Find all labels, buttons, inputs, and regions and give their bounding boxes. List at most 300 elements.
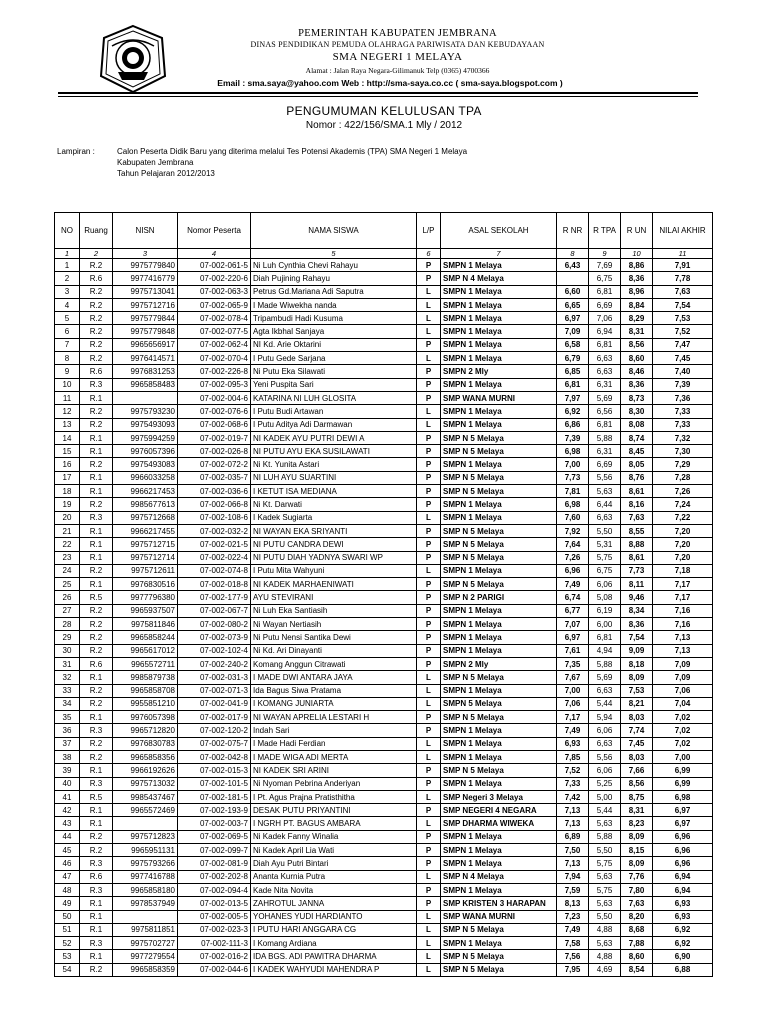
origin-school: SMPN 1 Melaya	[441, 498, 557, 511]
final-score: 6,97	[653, 804, 713, 817]
origin-school: SMP N 5 Melaya	[441, 485, 557, 498]
column-header: R UN	[621, 213, 653, 249]
student-name: Tripambudi Hadi Kusuma	[251, 312, 417, 325]
table-row	[55, 378, 713, 391]
score-un: 8,18	[621, 657, 653, 670]
score-tpa: 5,31	[589, 538, 621, 551]
table-row	[55, 524, 713, 537]
nisn: 9965858356	[113, 750, 178, 763]
origin-school: SMP N 4 Melaya	[441, 870, 557, 883]
score-nr: 7,95	[557, 963, 589, 976]
score-un: 8,29	[621, 312, 653, 325]
score-tpa: 5,63	[589, 817, 621, 830]
table-row	[55, 471, 713, 484]
column-header: NILAI AKHIR	[653, 213, 713, 249]
nisn: 9966217455	[113, 524, 178, 537]
table-row	[55, 897, 713, 910]
nisn: 9965858180	[113, 883, 178, 896]
score-tpa: 6,69	[589, 298, 621, 311]
nisn: 9965858483	[113, 378, 178, 391]
participant-number: 07-002-035-7	[178, 471, 251, 484]
student-name: AYU STEVIRANI	[251, 591, 417, 604]
participant-number: 07-002-120-2	[178, 724, 251, 737]
letterhead-text	[170, 27, 625, 76]
nisn: 9965572469	[113, 804, 178, 817]
row-number: 25	[55, 578, 80, 591]
participant-number: 07-002-004-6	[178, 391, 251, 404]
student-name: I Pt. Agus Prajna Pratisthitha	[251, 790, 417, 803]
letterhead-rule-thin	[58, 96, 698, 97]
room: R.1	[80, 671, 113, 684]
row-number: 46	[55, 857, 80, 870]
score-tpa: 5,88	[589, 431, 621, 444]
score-tpa: 6,06	[589, 578, 621, 591]
nisn: 9976831253	[113, 365, 178, 378]
score-nr: 7,49	[557, 578, 589, 591]
participant-number: 07-002-094-4	[178, 883, 251, 896]
table-row	[55, 485, 713, 498]
participant-number: 07-002-061-5	[178, 259, 251, 272]
score-nr: 7,33	[557, 777, 589, 790]
score-nr: 6,60	[557, 285, 589, 298]
room: R.2	[80, 259, 113, 272]
score-nr: 7,73	[557, 471, 589, 484]
participant-number: 07-002-044-6	[178, 963, 251, 976]
column-header: Ruang	[80, 213, 113, 249]
column-header: L/P	[417, 213, 441, 249]
student-name: I Kadek Sugiarta	[251, 511, 417, 524]
participant-number: 07-002-017-9	[178, 711, 251, 724]
room: R.2	[80, 498, 113, 511]
gender: L	[417, 790, 441, 803]
gender: L	[417, 937, 441, 950]
participant-number: 07-002-068-6	[178, 418, 251, 431]
score-un: 9,46	[621, 591, 653, 604]
origin-school: SMP N 5 Melaya	[441, 445, 557, 458]
row-number: 47	[55, 870, 80, 883]
score-tpa: 5,63	[589, 937, 621, 950]
student-name: Yeni Puspita Sari	[251, 378, 417, 391]
final-score: 6,93	[653, 897, 713, 910]
score-tpa: 6,63	[589, 737, 621, 750]
score-tpa: 5,25	[589, 777, 621, 790]
row-number: 45	[55, 844, 80, 857]
table-row	[55, 830, 713, 843]
gender: P	[417, 365, 441, 378]
row-number: 15	[55, 445, 80, 458]
room: R.1	[80, 950, 113, 963]
student-name: I Komang Ardiana	[251, 937, 417, 950]
participant-number: 07-002-177-9	[178, 591, 251, 604]
score-nr: 7,59	[557, 883, 589, 896]
score-un: 8,30	[621, 405, 653, 418]
gender: P	[417, 657, 441, 670]
score-nr: 7,81	[557, 485, 589, 498]
table-header-row	[55, 213, 713, 249]
room: R.1	[80, 485, 113, 498]
final-score: 6,96	[653, 830, 713, 843]
table-row	[55, 538, 713, 551]
row-number: 31	[55, 657, 80, 670]
score-nr: 6,85	[557, 365, 589, 378]
score-un: 7,74	[621, 724, 653, 737]
row-number: 1	[55, 259, 80, 272]
table-row	[55, 657, 713, 670]
final-score: 7,30	[653, 445, 713, 458]
final-score: 6,92	[653, 923, 713, 936]
student-name: NI LUH AYU SUARTINI	[251, 471, 417, 484]
score-tpa: 5,75	[589, 551, 621, 564]
score-un: 7,45	[621, 737, 653, 750]
gender: P	[417, 883, 441, 896]
score-un: 8,76	[621, 471, 653, 484]
gender: P	[417, 538, 441, 551]
letterhead-rule-thick	[58, 92, 698, 94]
final-score: 7,16	[653, 604, 713, 617]
document-number: Nomor : 422/156/SMA.1 Mly / 2012	[305, 120, 463, 131]
room: R.2	[80, 564, 113, 577]
student-name: Petrus Gd.Mariana Adi Saputra	[251, 285, 417, 298]
participant-number: 07-002-076-6	[178, 405, 251, 418]
score-un: 8,60	[621, 352, 653, 365]
score-tpa: 7,06	[589, 312, 621, 325]
gender: P	[417, 578, 441, 591]
row-number: 6	[55, 325, 80, 338]
score-nr: 7,56	[557, 950, 589, 963]
table-row	[55, 325, 713, 338]
score-tpa: 5,69	[589, 391, 621, 404]
row-number: 30	[55, 644, 80, 657]
final-score: 7,17	[653, 578, 713, 591]
score-tpa: 6,63	[589, 352, 621, 365]
score-tpa: 6,81	[589, 338, 621, 351]
column-header: R NR	[557, 213, 589, 249]
student-name: NI KADEK AYU PUTRI DEWI A	[251, 431, 417, 444]
nisn: 9975702727	[113, 937, 178, 950]
row-number: 41	[55, 790, 80, 803]
score-nr: 7,64	[557, 538, 589, 551]
row-number: 44	[55, 830, 80, 843]
score-un: 8,86	[621, 259, 653, 272]
score-un: 8,45	[621, 445, 653, 458]
table-row	[55, 405, 713, 418]
row-number: 10	[55, 378, 80, 391]
student-name: NI WAYAN APRELIA LESTARI H	[251, 711, 417, 724]
score-nr: 6,43	[557, 259, 589, 272]
final-score: 7,02	[653, 711, 713, 724]
participant-number: 07-002-240-2	[178, 657, 251, 670]
final-score: 7,24	[653, 498, 713, 511]
table-row	[55, 591, 713, 604]
final-score: 6,96	[653, 844, 713, 857]
table-row	[55, 870, 713, 883]
student-name: I Putu Gede Sarjana	[251, 352, 417, 365]
score-nr: 7,42	[557, 790, 589, 803]
final-score: 7,33	[653, 418, 713, 431]
student-name: Ni Kd. Ari Dinayanti	[251, 644, 417, 657]
table-row	[55, 910, 713, 923]
column-header: NISN	[113, 213, 178, 249]
gender: P	[417, 777, 441, 790]
score-un: 8,20	[621, 910, 653, 923]
nisn: 9975493083	[113, 458, 178, 471]
student-name: Indah Sari	[251, 724, 417, 737]
letterhead	[0, 0, 768, 100]
gender: P	[417, 804, 441, 817]
score-un: 8,09	[621, 671, 653, 684]
room: R.3	[80, 937, 113, 950]
nisn: 9975811851	[113, 923, 178, 936]
row-number: 33	[55, 684, 80, 697]
origin-school: SMPN 1 Melaya	[441, 857, 557, 870]
final-score: 7,16	[653, 618, 713, 631]
row-number: 53	[55, 950, 80, 963]
row-number: 34	[55, 697, 80, 710]
table-row	[55, 551, 713, 564]
score-tpa: 4,69	[589, 963, 621, 976]
nisn: 9975713032	[113, 777, 178, 790]
score-un: 8,36	[621, 272, 653, 285]
gender: L	[417, 870, 441, 883]
final-score: 6,96	[653, 857, 713, 870]
gender: P	[417, 259, 441, 272]
student-name: NI WAYAN EKA SRIYANTI	[251, 524, 417, 537]
participant-number: 07-002-041-9	[178, 697, 251, 710]
nisn: 9977796380	[113, 591, 178, 604]
score-un: 8,73	[621, 391, 653, 404]
gender: L	[417, 671, 441, 684]
room: R.3	[80, 777, 113, 790]
final-score: 7,09	[653, 657, 713, 670]
room: R.2	[80, 684, 113, 697]
room: R.2	[80, 963, 113, 976]
score-nr: 7,09	[557, 325, 589, 338]
gender: P	[417, 711, 441, 724]
score-tpa: 5,63	[589, 897, 621, 910]
score-tpa: 5,88	[589, 657, 621, 670]
column-header: ASAL SEKOLAH	[441, 213, 557, 249]
score-un: 8,31	[621, 325, 653, 338]
gender: P	[417, 524, 441, 537]
score-un: 7,76	[621, 870, 653, 883]
student-name: ZAHROTUL JANNA	[251, 897, 417, 910]
origin-school: SMP N 5 Melaya	[441, 963, 557, 976]
final-score: 7,28	[653, 471, 713, 484]
gender: P	[417, 897, 441, 910]
origin-school: SMPN 1 Melaya	[441, 418, 557, 431]
student-name: I NGRH PT. BAGUS AMBARA	[251, 817, 417, 830]
table-row	[55, 750, 713, 763]
room: R.2	[80, 352, 113, 365]
gender: L	[417, 325, 441, 338]
department-name: DINAS PENDIDIKAN PEMUDA OLAHRAGA PARIWISATA DAN KEBUDAYAAN	[250, 40, 545, 49]
final-score: 6,90	[653, 950, 713, 963]
origin-school: SMP N 2 PARIGI	[441, 591, 557, 604]
column-number: 11	[653, 249, 713, 259]
room: R.2	[80, 312, 113, 325]
student-name: KATARINA NI LUH GLOSITA	[251, 391, 417, 404]
participant-number: 07-002-220-6	[178, 272, 251, 285]
nisn: 9976414571	[113, 352, 178, 365]
origin-school: SMP N 5 Melaya	[441, 671, 557, 684]
gender: P	[417, 445, 441, 458]
nisn: 9975712668	[113, 511, 178, 524]
table-row	[55, 724, 713, 737]
score-tpa: 5,08	[589, 591, 621, 604]
nisn	[113, 910, 178, 923]
table-row	[55, 431, 713, 444]
student-name: I KOMANG JUNIARTA	[251, 697, 417, 710]
table-row	[55, 817, 713, 830]
government-name: PEMERINTAH KABUPATEN JEMBRANA	[298, 28, 497, 39]
score-un: 8,23	[621, 817, 653, 830]
score-tpa: 5,56	[589, 471, 621, 484]
score-tpa: 5,88	[589, 830, 621, 843]
origin-school: SMPN 1 Melaya	[441, 312, 557, 325]
row-number: 4	[55, 298, 80, 311]
origin-school: SMP N 5 Melaya	[441, 538, 557, 551]
origin-school: SMP WANA MURNI	[441, 910, 557, 923]
nisn: 9975713041	[113, 285, 178, 298]
gender: L	[417, 684, 441, 697]
final-score: 6,88	[653, 963, 713, 976]
student-name: Ni Kadek April Lia Wati	[251, 844, 417, 857]
score-un: 8,88	[621, 538, 653, 551]
nisn: 9965572711	[113, 657, 178, 670]
gender: P	[417, 764, 441, 777]
gender: P	[417, 485, 441, 498]
score-un: 8,46	[621, 365, 653, 378]
column-header: Nomor Peserta	[178, 213, 251, 249]
table-row	[55, 764, 713, 777]
participant-number: 07-002-062-4	[178, 338, 251, 351]
nisn: 9965656917	[113, 338, 178, 351]
participant-number: 07-002-073-9	[178, 631, 251, 644]
student-name: Agta Ikbhal Sanjaya	[251, 325, 417, 338]
score-un: 7,53	[621, 684, 653, 697]
origin-school: SMPN 1 Melaya	[441, 724, 557, 737]
table-row	[55, 804, 713, 817]
origin-school: SMPN 1 Melaya	[441, 604, 557, 617]
row-number: 27	[55, 604, 80, 617]
row-number: 16	[55, 458, 80, 471]
score-un: 8,61	[621, 551, 653, 564]
participant-number: 07-002-072-2	[178, 458, 251, 471]
nisn: 9975793230	[113, 405, 178, 418]
row-number: 19	[55, 498, 80, 511]
row-number: 35	[55, 711, 80, 724]
score-tpa: 5,50	[589, 844, 621, 857]
table-row	[55, 777, 713, 790]
score-un: 7,54	[621, 631, 653, 644]
room: R.2	[80, 750, 113, 763]
score-tpa: 4,88	[589, 950, 621, 963]
score-nr: 7,60	[557, 511, 589, 524]
student-name: I Putu Budi Artawan	[251, 405, 417, 418]
score-nr: 6,98	[557, 498, 589, 511]
nisn: 9966217453	[113, 485, 178, 498]
row-number: 13	[55, 418, 80, 431]
nisn: 9977416779	[113, 272, 178, 285]
final-score: 7,39	[653, 378, 713, 391]
final-score: 7,22	[653, 511, 713, 524]
final-score: 7,78	[653, 272, 713, 285]
score-nr: 7,49	[557, 923, 589, 936]
origin-school: SMPN 1 Melaya	[441, 631, 557, 644]
score-tpa: 5,69	[589, 671, 621, 684]
score-nr: 6,65	[557, 298, 589, 311]
room: R.6	[80, 365, 113, 378]
participant-number: 07-002-021-5	[178, 538, 251, 551]
attachment-line: Tahun Pelajaran 2012/2013	[117, 169, 215, 178]
room: R.1	[80, 524, 113, 537]
origin-school: SMP N 5 Melaya	[441, 524, 557, 537]
gender: P	[417, 631, 441, 644]
origin-school: SMPN 1 Melaya	[441, 777, 557, 790]
school-name: SMA NEGERI 1 MELAYA	[332, 51, 463, 63]
nisn: 9976830516	[113, 578, 178, 591]
origin-school: SMPN 1 Melaya	[441, 883, 557, 896]
score-tpa: 6,63	[589, 684, 621, 697]
row-number: 3	[55, 285, 80, 298]
room: R.1	[80, 471, 113, 484]
final-score: 7,26	[653, 485, 713, 498]
table-row	[55, 418, 713, 431]
participant-number: 07-002-080-2	[178, 618, 251, 631]
room: R.2	[80, 298, 113, 311]
gender: P	[417, 471, 441, 484]
row-number: 32	[55, 671, 80, 684]
table-row	[55, 312, 713, 325]
origin-school: SMPN 1 Melaya	[441, 844, 557, 857]
participant-number: 07-002-070-4	[178, 352, 251, 365]
score-nr: 6,97	[557, 631, 589, 644]
gender: L	[417, 418, 441, 431]
table-row	[55, 498, 713, 511]
score-tpa: 4,88	[589, 923, 621, 936]
row-number: 29	[55, 631, 80, 644]
origin-school: SMPN 5 Melaya	[441, 697, 557, 710]
student-name: I Made Hadi Ferdian	[251, 737, 417, 750]
row-number: 5	[55, 312, 80, 325]
nisn	[113, 391, 178, 404]
results-table	[54, 212, 713, 977]
table-row	[55, 298, 713, 311]
origin-school: SMPN 1 Melaya	[441, 684, 557, 697]
score-un: 8,55	[621, 524, 653, 537]
nisn: 9985437467	[113, 790, 178, 803]
score-nr: 6,81	[557, 378, 589, 391]
participant-number: 07-002-026-8	[178, 445, 251, 458]
participant-number: 07-002-075-7	[178, 737, 251, 750]
origin-school: SMPN 1 Melaya	[441, 618, 557, 631]
participant-number: 07-002-015-3	[178, 764, 251, 777]
nisn: 9975712823	[113, 830, 178, 843]
score-un: 8,36	[621, 618, 653, 631]
table-row	[55, 883, 713, 896]
nisn: 9965951131	[113, 844, 178, 857]
origin-school: SMPN 1 Melaya	[441, 338, 557, 351]
score-tpa: 5,50	[589, 910, 621, 923]
participant-number: 07-002-181-5	[178, 790, 251, 803]
nisn: 9975712611	[113, 564, 178, 577]
score-un: 8,96	[621, 285, 653, 298]
origin-school: SMP N 5 Melaya	[441, 923, 557, 936]
column-number: 5	[251, 249, 417, 259]
row-number: 51	[55, 923, 80, 936]
score-un: 7,88	[621, 937, 653, 950]
gender: L	[417, 817, 441, 830]
